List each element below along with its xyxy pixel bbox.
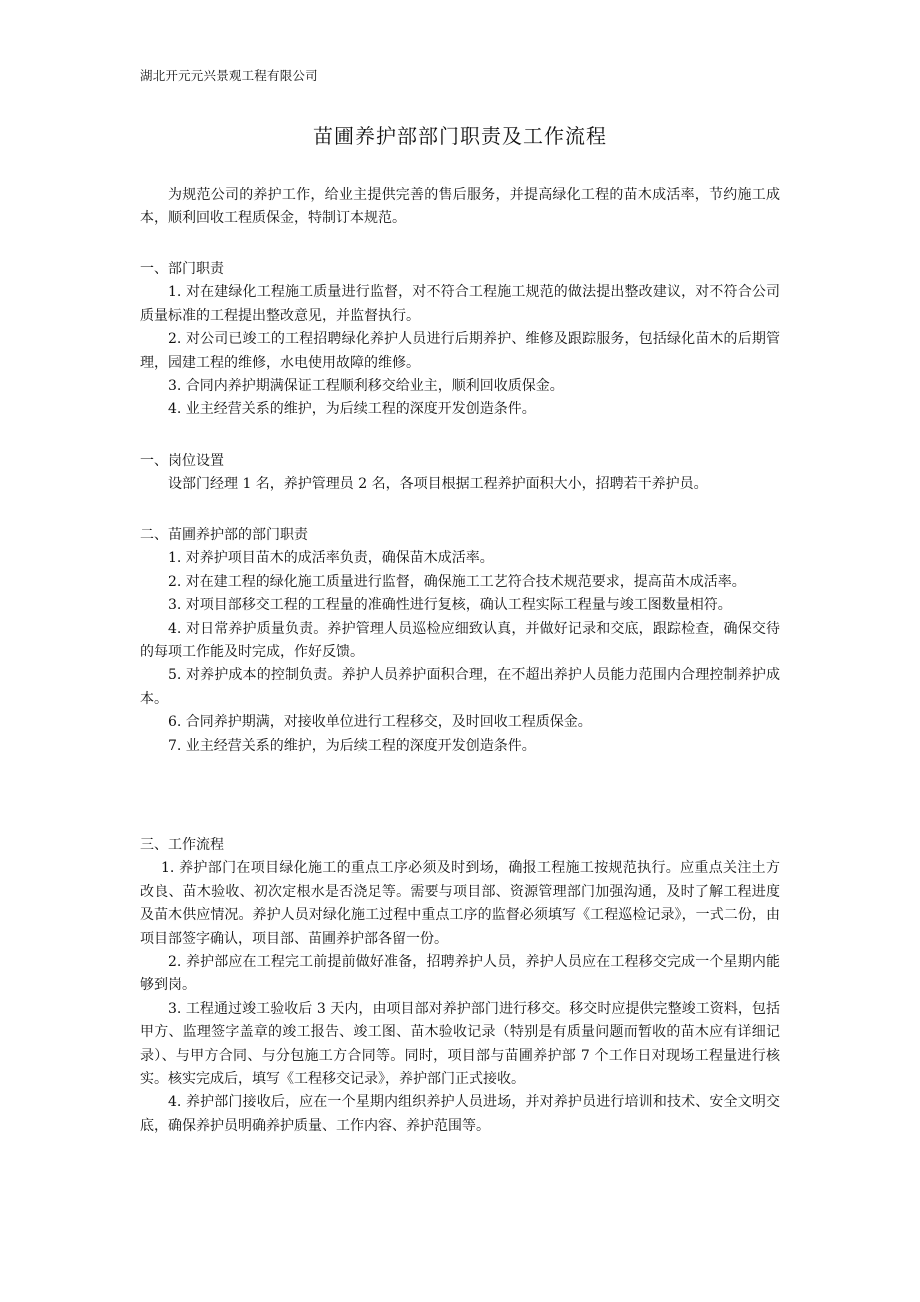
list-item: 2. 对公司已竣工的工程招聘绿化养护人员进行后期养护、维修及跟踪服务，包括绿化苗木的后期管理，园建工程的维修，水电使用故障的维修。 xyxy=(140,331,780,371)
section-heading: 一、部门职责 xyxy=(140,261,224,277)
list-item: 3. 对项目部移交工程的工程量的准确性进行复核，确认工程实际工程量与竣工图数量相符。 xyxy=(168,597,732,614)
list-item: 7. 业主经营关系的维护，为后续工程的深度开发创造条件。 xyxy=(168,737,536,754)
list-item: 5. 对养护成本的控制负责。养护人员养护面积合理，在不超出养护人员能力范围内合理控制养护成本。 xyxy=(140,667,780,707)
section-department-duties xyxy=(140,258,780,422)
intro-block xyxy=(140,184,780,231)
document-title: 苗圃养护部部门职责及工作流程 xyxy=(313,124,607,148)
list-item: 3. 合同内养护期满保证工程顺利移交给业主，顺利回收质保金。 xyxy=(168,378,564,395)
list-item: 2. 养护部应在工程完工前提前做好准备，招聘养护人员，养护人员应在工程移交完成一个星期内能够到岗。 xyxy=(140,954,780,994)
list-item: 1. 养护部门在项目绿化施工的重点工序必须及时到场，确报工程施工按规范执行。应重点关注土方改良、苗木验收、初次定根水是否浇足等。需要与项目部、资源管理部门加强沟通，及时了解工程进度及苗木供应情况。养护人员对绿化施工过程中重点工序的监督必须填写《工程巡检记录》，一式二份，由项目部签字确认，项目部、苗圃养护部各留一份。 xyxy=(140,860,780,947)
section-positions xyxy=(140,450,780,497)
section-nursery-duties xyxy=(140,524,780,758)
list-item: 1. 对养护项目苗木的成活率负责，确保苗木成活率。 xyxy=(168,550,494,567)
list-item: 3. 工程通过竣工验收后 3 天内，由项目部对养护部门进行移交。移交时应提供完整竣工资料，包括甲方、监理签字盖章的竣工报告、竣工图、苗木验收记录（特别是有质量问题而暂收的苗木应有详细记录）、与甲方合同、与分包施工方合同等。同时，项目部与苗圃养护部 7 个工作日对现场工程量进行核实。核实完成后，填写《工程移交记录》，养护部门正式接收。 xyxy=(140,1000,780,1088)
section-heading: 三、工作流程 xyxy=(140,837,224,853)
section-workflow xyxy=(140,834,780,1138)
list-item: 6. 合同养护期满，对接收单位进行工程移交，及时回收工程质保金。 xyxy=(168,714,592,731)
list-item: 2. 对在建工程的绿化施工质量进行监督，确保施工工艺符合技术规范要求，提高苗木成活率。 xyxy=(168,573,746,590)
list-item: 4. 对日常养护质量负责。养护管理人员巡检应细致认真，并做好记录和交底，跟踪检查，确保交待的每项工作能及时完成，作好反馈。 xyxy=(140,620,780,661)
section-heading: 一、岗位设置 xyxy=(140,453,224,469)
list-item: 4. 业主经营关系的维护，为后续工程的深度开发创造条件。 xyxy=(168,401,536,418)
list-item: 4. 养护部门接收后，应在一个星期内组织养护人员进场，并对养护员进行培训和技术、安全文明交底，确保养护员明确养护质量、工作内容、养护范围等。 xyxy=(140,1094,780,1134)
section-heading: 二、苗圃养护部的部门职责 xyxy=(140,527,308,543)
company-header: 湖北开元元兴景观工程有限公司 xyxy=(140,68,318,83)
intro-paragraph: 为规范公司的养护工作，给业主提供完善的售后服务，并提高绿化工程的苗木成活率，节约施工成本，顺利回收工程质保金，特制订本规范。 xyxy=(140,187,780,227)
positions-paragraph: 设部门经理 1 名，养护管理员 2 名，各项目根据工程养护面积大小，招聘若干养护员。 xyxy=(168,476,708,493)
list-item: 1. 对在建绿化工程施工质量进行监督，对不符合工程施工规范的做法提出整改建议，对不符合公司质量标准的工程提出整改意见，并监督执行。 xyxy=(140,284,780,324)
